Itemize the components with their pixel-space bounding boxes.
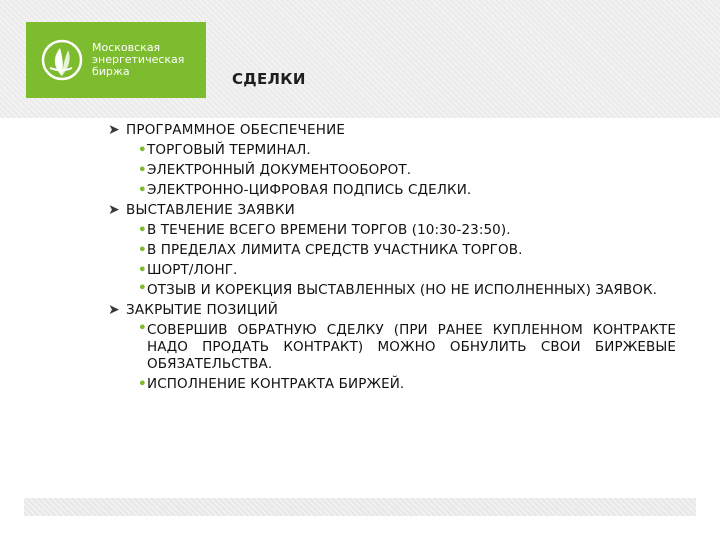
bullet-dot-icon: • bbox=[138, 262, 147, 278]
arrow-bullet-icon: ➤ bbox=[108, 302, 120, 318]
list-item bbox=[138, 160, 676, 180]
list-item-text: ЭЛЕКТРОННО-ЦИФРОВАЯ ПОДПИСЬ СДЕЛКИ. bbox=[147, 182, 472, 198]
logo-line-2: энергетическая bbox=[92, 53, 185, 66]
list-item bbox=[138, 180, 676, 200]
logo-line-1: Московская bbox=[92, 41, 161, 54]
bullet-list bbox=[106, 140, 676, 200]
list-item bbox=[138, 374, 676, 394]
list-item bbox=[138, 220, 676, 240]
section-close bbox=[106, 300, 676, 394]
section-heading-text: ПРОГРАММНОЕ ОБЕСПЕЧЕНИЕ bbox=[126, 122, 346, 138]
list-item bbox=[138, 140, 676, 160]
list-item bbox=[138, 320, 676, 374]
arrow-bullet-icon: ➤ bbox=[108, 122, 120, 138]
list-item-text: ЭЛЕКТРОННЫЙ ДОКУМЕНТООБОРОТ. bbox=[147, 162, 412, 178]
list-item-text: ОТЗЫВ И КОРЕКЦИЯ ВЫСТАВЛЕННЫХ (НО НЕ ИСПОЛНЕННЫХ) ЗАЯВОК. bbox=[147, 282, 658, 298]
bullet-dot-icon: • bbox=[138, 280, 147, 296]
section-software bbox=[106, 120, 676, 200]
list-item-text: ИСПОЛНЕНИЕ КОНТРАКТА БИРЖЕЙ. bbox=[147, 376, 405, 392]
bullet-dot-icon: • bbox=[138, 162, 147, 178]
list-item bbox=[138, 280, 676, 300]
slide-content bbox=[106, 120, 676, 394]
bullet-dot-icon: • bbox=[138, 182, 147, 198]
bullet-dot-icon: • bbox=[138, 222, 147, 238]
leaf-globe-icon bbox=[40, 38, 84, 82]
bullet-dot-icon: • bbox=[138, 242, 147, 258]
section-heading bbox=[106, 300, 676, 320]
list-item-text: ШОРТ/ЛОНГ. bbox=[147, 262, 238, 278]
section-heading-text: ЗАКРЫТИЕ ПОЗИЦИЙ bbox=[126, 302, 279, 318]
exchange-logo bbox=[26, 22, 206, 98]
list-item-text: ТОРГОВЫЙ ТЕРМИНАЛ. bbox=[147, 142, 311, 158]
footer-band bbox=[24, 498, 696, 516]
list-item-text: СОВЕРШИВ ОБРАТНУЮ СДЕЛКУ (ПРИ РАНЕЕ КУПЛЕННОМ КОНТРАКТЕ НАДО ПРОДАТЬ КОНТРАКТ) МОЖНО ОБНУЛИТЬ СВОИ БИРЖЕВЫЕ ОБЯЗАТЕЛЬСТВА. bbox=[147, 322, 676, 372]
logo-text bbox=[92, 42, 184, 78]
bullet-dot-icon: • bbox=[138, 320, 147, 336]
bullet-dot-icon: • bbox=[138, 142, 147, 158]
list-item bbox=[138, 240, 676, 260]
logo-line-3: биржа bbox=[92, 65, 130, 78]
section-order bbox=[106, 200, 676, 300]
list-item-text: В ПРЕДЕЛАХ ЛИМИТА СРЕДСТВ УЧАСТНИКА ТОРГОВ. bbox=[147, 242, 523, 258]
page-title: СДЕЛКИ bbox=[232, 70, 306, 88]
section-heading-text: ВЫСТАВЛЕНИЕ ЗАЯВКИ bbox=[126, 202, 295, 218]
arrow-bullet-icon: ➤ bbox=[108, 202, 120, 218]
section-heading bbox=[106, 200, 676, 220]
bullet-dot-icon: • bbox=[138, 376, 147, 392]
bullet-list bbox=[106, 220, 676, 300]
list-item-text: В ТЕЧЕНИЕ ВСЕГО ВРЕМЕНИ ТОРГОВ (10:30-23:50). bbox=[147, 222, 511, 238]
list-item bbox=[138, 260, 676, 280]
bullet-list bbox=[106, 320, 676, 394]
section-heading bbox=[106, 120, 676, 140]
